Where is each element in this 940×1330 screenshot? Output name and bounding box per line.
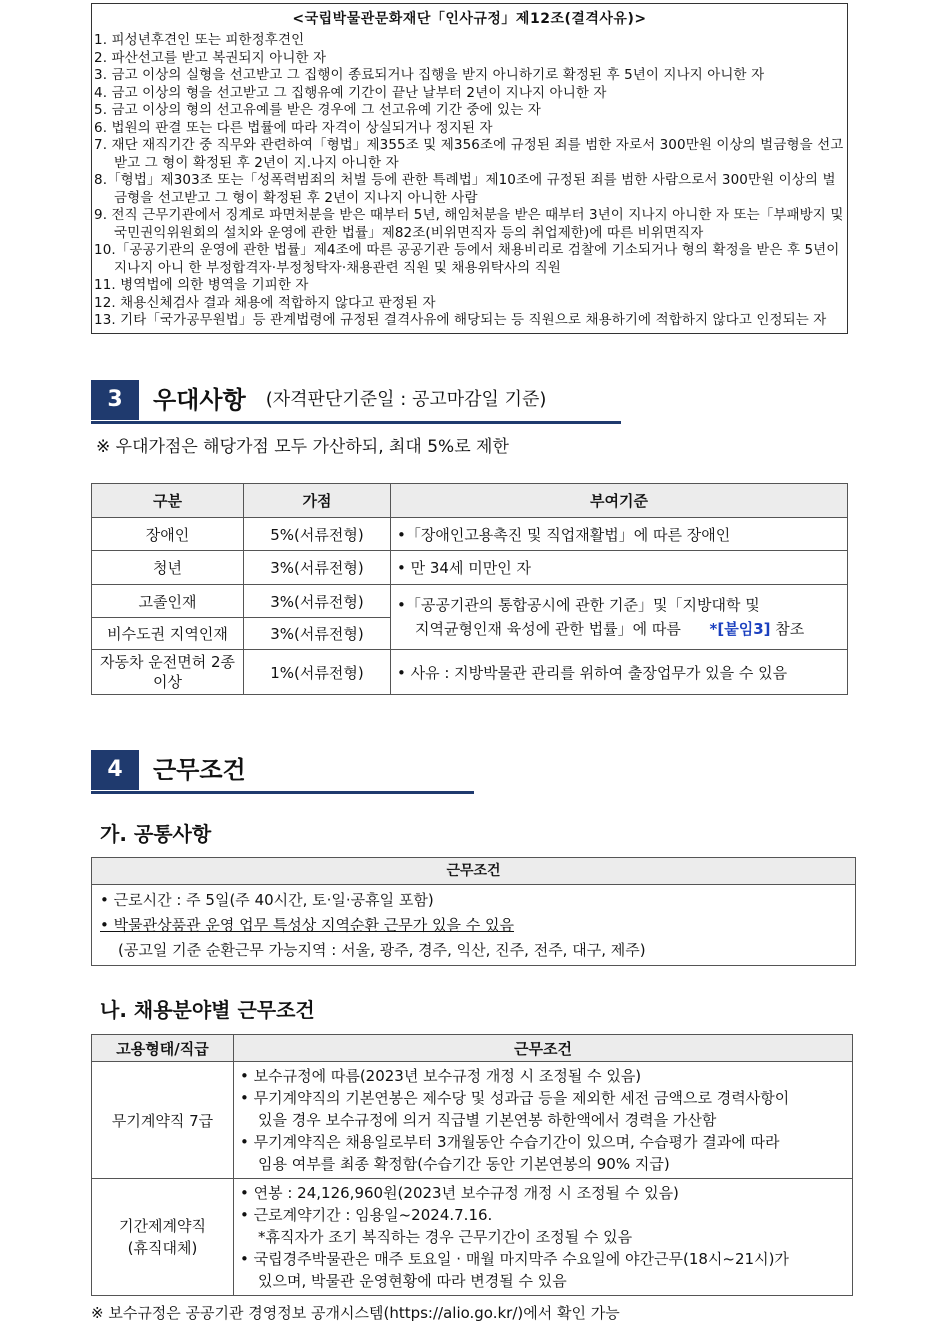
table-cell: 자동차 운전면허 2종이상 xyxy=(92,650,244,695)
table-cell xyxy=(92,1179,234,1296)
table-cell: 무기계약직 7급 xyxy=(92,1062,234,1179)
condition-line: *휴직자가 조기 복직하는 경우 근무기간이 조정될 수 있음 xyxy=(258,1228,633,1246)
table-cell: 고졸인재 xyxy=(92,585,244,618)
condition-line: • 국립경주박물관은 매주 토요일 · 매월 마지막주 수요일에 야간근무(18시~21시)가 xyxy=(240,1250,789,1268)
table-header: 부여기준 xyxy=(391,484,848,518)
list-item: 8.「형법」제303조 또는「성폭력범죄의 처벌 등에 관한 특례법」제10조에 규정된 죄를 범한 사람으로서 300만원 이상의 벌금형을 선고받고 그 형이 확정된 후 2년이 지나지 아니한 사람 xyxy=(94,172,836,206)
table-cell: 5%(서류전형) xyxy=(244,518,391,551)
by-field-table xyxy=(91,1034,853,1296)
list-item: 4. 금고 이상의 형을 선고받고 그 집행유예 기간이 끝난 날부터 2년이 지나지 아니한 자 xyxy=(94,84,607,101)
table-cell: 3%(서류전형) xyxy=(244,585,391,618)
by-field-heading: 나. 채용분야별 근무조건 xyxy=(100,998,315,1022)
condition-line: • 무기계약직은 채용일로부터 3개월동안 수습기간이 있으며, 수습평가 결과에 따라 xyxy=(240,1133,780,1151)
list-item: 10.「공공기관의 운영에 관한 법률」제4조에 따른 공공기관 등에서 채용비리로 검찰에 기소되거나 형의 확정을 받은 후 5년이 지나지 아니 한 부정합격자·부정청탁자·채용관련 직원 및 채용위탁사의 직원 xyxy=(94,242,840,276)
table-header: 근무조건 xyxy=(92,858,855,885)
section-3-header xyxy=(91,380,621,420)
section-underline xyxy=(91,421,621,424)
section-underline xyxy=(91,791,474,794)
table-cell: • 만 34세 미만인 자 xyxy=(391,551,848,585)
condition-line: • 연봉 : 24,126,960원(2023년 보수규정 개정 시 조정될 수 있음) xyxy=(240,1184,679,1202)
table-header: 가점 xyxy=(244,484,391,518)
disqualification-title: <국립박물관문화재단「인사규정」제12조(결격사유)> xyxy=(292,11,647,27)
table-header: 구분 xyxy=(92,484,244,518)
common-heading: 가. 공통사항 xyxy=(100,822,212,846)
employment-type: 기간제계약직 xyxy=(119,1217,206,1235)
disqualification-box xyxy=(91,3,848,334)
attachment-reference: *[붙임3] xyxy=(709,620,771,638)
table-cell: 비수도권 지역인재 xyxy=(92,618,244,650)
table-cell: 1%(서류전형) xyxy=(244,650,391,695)
list-item: 13. 기타「국가공무원법」등 관계법령에 규정된 결격사유에 해당되는 등 직원으로 채용하기에 적합하지 않다고 인정되는 자 xyxy=(94,312,827,328)
list-item: 1. 피성년후견인 또는 피한정후견인 xyxy=(94,32,305,48)
table-cell: • 사유 : 지방박물관 관리를 위하여 출장업무가 있을 수 있음 xyxy=(391,650,848,695)
common-conditions-box xyxy=(91,857,856,966)
condition-line: 있으며, 박물관 운영현황에 따라 변경될 수 있음 xyxy=(258,1272,567,1290)
preference-table xyxy=(91,483,848,695)
list-item: 11. 병역법에 의한 병역을 기피한 자 xyxy=(94,277,309,293)
condition-line: 임용 여부를 최종 확정함(수습기간 동안 기본연봉의 90% 지급) xyxy=(258,1155,670,1173)
list-item: 7. 재단 재직기간 중 직무와 관련하여「형법」제355조 및 제356조에 규정된 죄를 범한 자로서 300만원 이상의 벌금형을 선고받고 그 형이 확정된 후 2년이 지.나지 아니한 자 xyxy=(94,137,844,171)
section-number: 3 xyxy=(91,380,139,420)
employment-type: (휴직대체) xyxy=(127,1239,198,1257)
condition-line: • 근로계약기간 : 임용일~2024.7.16. xyxy=(240,1206,493,1224)
condition-line: • 근로시간 : 주 5일(주 40시간, 토·일·공휴일 포함) xyxy=(100,891,434,909)
disqualification-list xyxy=(92,32,847,330)
list-item: 12. 채용신체검사 결과 채용에 적합하지 않다고 판정된 자 xyxy=(94,294,436,311)
condition-line: (공고일 기준 순환근무 가능지역 : 서울, 광주, 경주, 익산, 진주, 전주, 대구, 제주) xyxy=(118,941,646,959)
table-cell: 3%(서류전형) xyxy=(244,618,391,650)
table-cell xyxy=(234,1062,853,1179)
table-cell: •「장애인고용촉진 및 직업재활법」에 따른 장애인 xyxy=(391,518,848,551)
condition-line: • 박물관상품관 운영 업무 특성상 지역순환 근무가 있을 수 있음 xyxy=(100,916,515,934)
section-number: 4 xyxy=(91,750,139,790)
list-item: 9. 전직 근무기관에서 징계로 파면처분을 받은 때부터 5년, 해임처분을 받은 때부터 3년이 지나지 아니한 자 또는「부패방지 및 국민권익위원회의 설치와 운영에 관한 법률」제82조(비위면직자 등의 취업제한)에 따른 비위면직자 xyxy=(94,207,844,241)
list-item: 5. 금고 이상의 형의 선고유예를 받은 경우에 그 선고유예 기간 중에 있는 자 xyxy=(94,102,541,118)
list-item: 2. 파산선고를 받고 복권되지 아니한 자 xyxy=(94,49,327,66)
criteria-line: •「공공기관의 통합공시에 관한 기준」및「지방대학 및 xyxy=(397,596,760,614)
section-title: 근무조건 xyxy=(153,756,246,784)
table-cell: 3%(서류전형) xyxy=(244,551,391,585)
list-item: 6. 법원의 판결 또는 다른 법률에 따라 자격이 상실되거나 정지된 자 xyxy=(94,119,493,136)
table-cell: 장애인 xyxy=(92,518,244,551)
criteria-suffix: 참조 xyxy=(775,620,805,638)
footnote: ※ 보수규정은 공공기관 경영정보 공개시스템(https://alio.go.kr/)에서 확인 가능 xyxy=(91,1304,620,1322)
list-item: 3. 금고 이상의 실형을 선고받고 그 집행이 종료되거나 집행을 받지 아니하기로 확정된 후 5년이 지나지 아니한 자 xyxy=(94,67,765,83)
criteria-line: 지역균형인재 육성에 관한 법률」에 따름 xyxy=(415,620,681,638)
condition-line: • 무기계약직의 기본연봉은 제수당 및 성과급 등을 제외한 세전 금액으로 경력사항이 xyxy=(240,1089,790,1107)
condition-line: 있을 경우 보수규정에 의거 직급별 기본연봉 하한액에서 경력을 가산함 xyxy=(258,1111,717,1129)
table-header: 고용형태/직급 xyxy=(92,1035,234,1062)
condition-line: • 보수규정에 따름(2023년 보수규정 개정 시 조정될 수 있음) xyxy=(240,1067,642,1085)
merged-criteria-cell xyxy=(391,585,848,650)
section-title: 우대사항 xyxy=(153,386,246,414)
table-header: 근무조건 xyxy=(234,1035,853,1062)
table-cell: 청년 xyxy=(92,551,244,585)
section-subtitle: (자격판단기준일 : 공고마감일 기준) xyxy=(265,389,547,410)
table-cell xyxy=(234,1179,853,1296)
section-4-header xyxy=(91,750,474,790)
preference-note: ※ 우대가점은 해당가점 모두 가산하되, 최대 5%로 제한 xyxy=(96,437,509,457)
